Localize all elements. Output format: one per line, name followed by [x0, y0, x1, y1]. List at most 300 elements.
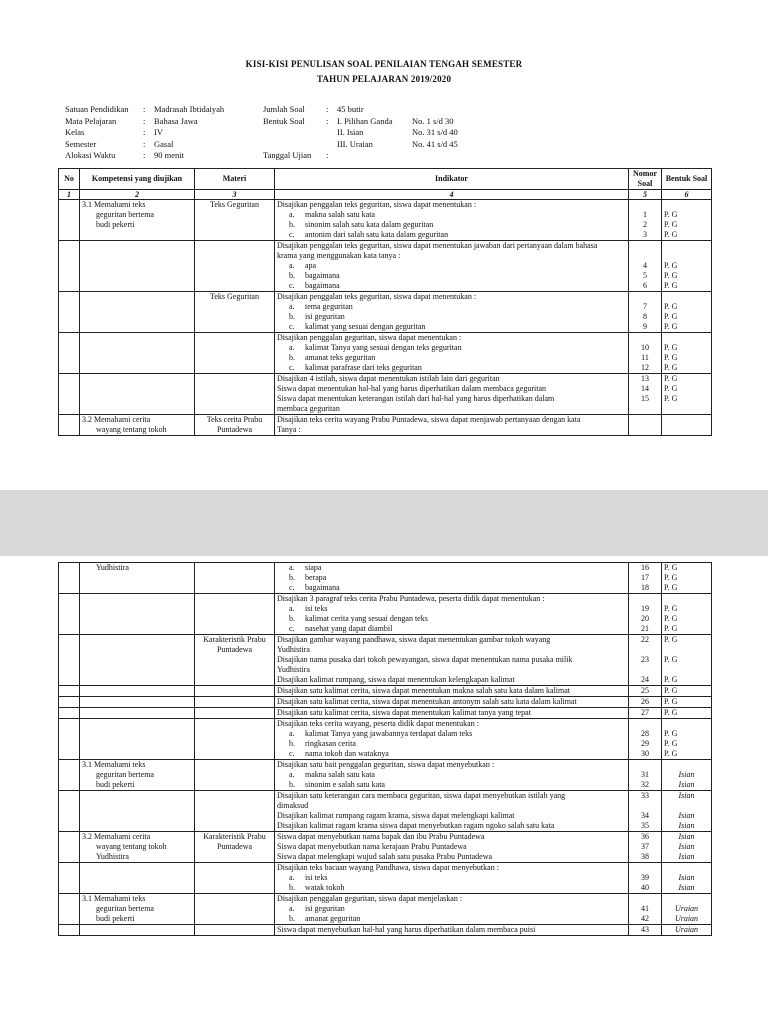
question-type: Isian	[678, 811, 695, 820]
info-colon: :	[143, 115, 146, 126]
question-number	[631, 333, 659, 343]
indikator-option	[277, 302, 626, 312]
table-row	[59, 292, 712, 333]
indikator-line: Disajikan penggalan teks geguritan, siswa dapat menentukan :	[277, 200, 477, 209]
cell-no	[59, 333, 80, 374]
cell-no	[59, 635, 80, 686]
question-number: 16	[641, 563, 649, 572]
question-type: Isian	[678, 883, 695, 892]
question-type: Uraian	[674, 904, 699, 913]
indikator-option	[277, 343, 626, 353]
table-row	[59, 925, 712, 936]
indikator-option	[277, 573, 626, 583]
cell-materi	[195, 697, 275, 708]
indikator-option	[277, 873, 626, 883]
kompetensi-line: budi pekerti	[96, 220, 135, 229]
indikator-option	[277, 563, 626, 573]
option-letter: a.	[289, 261, 295, 270]
option-text: kalimat cerita yang sesuai dengan teks	[305, 614, 428, 623]
question-number: 9	[643, 322, 647, 331]
info-label: Kelas	[65, 127, 85, 137]
cell-bentuk-soal	[662, 241, 712, 292]
info-label-2: Bentuk Soal	[263, 115, 305, 126]
cell-no	[59, 292, 80, 333]
question-number: 5	[643, 271, 647, 280]
cell-materi	[195, 333, 275, 374]
info-value: Bahasa Jawa	[154, 115, 198, 126]
cell-bentuk-soal	[662, 719, 712, 760]
info-label-2: Tanggal Ujian	[263, 150, 312, 160]
cell-bentuk-soal	[662, 832, 712, 863]
indikator-option	[277, 770, 626, 780]
question-type: P. G	[664, 353, 678, 362]
cell-kompetensi	[80, 563, 195, 594]
materi-line: Teks Geguritan	[210, 292, 259, 301]
question-number: 17	[641, 573, 649, 582]
question-type: P. G	[664, 302, 678, 311]
indikator-option	[277, 883, 626, 893]
info-value: Gasal	[154, 138, 174, 149]
indikator-option	[277, 904, 626, 914]
indikator-option	[277, 210, 626, 220]
question-type	[664, 760, 709, 770]
question-number: 39	[641, 873, 649, 882]
indikator-line: Disajikan teks cerita wayang Prabu Puntadewa, siswa dapat menjawab pertanyaan dengan kata	[277, 415, 581, 424]
cell-bentuk-soal	[662, 760, 712, 791]
option-text: siapa	[305, 563, 322, 572]
cell-nomor-soal	[629, 292, 662, 333]
kompetensi-line: 3.1 Memahami teks	[82, 200, 146, 209]
question-number: 26	[641, 697, 649, 706]
cell-nomor-soal	[629, 863, 662, 894]
option-letter: a.	[289, 210, 295, 219]
question-type: Isian	[678, 780, 695, 789]
question-type: P. G	[664, 384, 678, 393]
cell-materi	[195, 760, 275, 791]
table-row	[59, 594, 712, 635]
question-number: 23	[641, 655, 649, 664]
question-type: P. G	[664, 573, 678, 582]
table-row	[59, 374, 712, 415]
indikator-option	[277, 749, 626, 759]
question-number: 31	[641, 770, 649, 779]
question-number: 7	[643, 302, 647, 311]
cell-bentuk-soal	[662, 635, 712, 686]
cell-kompetensi	[80, 292, 195, 333]
option-letter: b.	[289, 573, 295, 582]
question-type	[664, 863, 709, 873]
question-number	[631, 594, 659, 604]
info-colon: :	[143, 127, 146, 137]
question-type: P. G	[664, 322, 678, 331]
cell-indikator	[275, 832, 629, 863]
cell-kompetensi	[80, 925, 195, 936]
question-number: 38	[641, 852, 649, 861]
question-type: P. G	[664, 604, 678, 613]
option-letter: c.	[289, 624, 295, 633]
info-value-2: II. Isian	[337, 127, 364, 137]
cell-kompetensi	[80, 200, 195, 241]
materi-line: Karakteristik Prabu	[203, 832, 266, 841]
materi-line: Karakteristik Prabu	[203, 635, 266, 644]
question-number: 12	[641, 363, 649, 372]
info-value: 90 menit	[154, 150, 184, 160]
cell-nomor-soal	[629, 241, 662, 292]
question-type	[664, 645, 709, 655]
indikator-option	[277, 604, 626, 614]
question-type: P. G	[664, 708, 678, 717]
indikator-option	[277, 230, 626, 240]
indikator-line: Disajikan gambar wayang pandhawa, siswa dapat menentukan gambar tokoh wayang	[277, 635, 551, 644]
cell-kompetensi	[80, 697, 195, 708]
question-number	[631, 425, 659, 435]
cell-materi	[195, 200, 275, 241]
cell-nomor-soal	[629, 760, 662, 791]
cell-indikator	[275, 863, 629, 894]
info-colon: :	[326, 150, 329, 160]
question-number: 42	[641, 914, 649, 923]
indikator-option	[277, 914, 626, 924]
info-colon: :	[143, 138, 146, 149]
cell-indikator	[275, 760, 629, 791]
kompetensi-line: 3.1 Memahami teks	[82, 894, 146, 903]
option-text: nasehat yang dapat diambil	[305, 624, 393, 633]
question-type: P. G	[664, 739, 678, 748]
cell-no	[59, 832, 80, 863]
cell-kompetensi	[80, 894, 195, 925]
option-text: makna salah satu kata	[305, 770, 375, 779]
table-row	[59, 635, 712, 686]
indikator-line: Siswa dapat menyebutkan nama bapak dan ibu Prabu Puntadewa	[277, 832, 485, 841]
document-page-2	[0, 556, 768, 1024]
info-label: Satuan Pendidikan	[65, 104, 129, 114]
question-type	[664, 594, 709, 604]
kompetensi-line: geguritan bertema	[96, 770, 154, 779]
table-row	[59, 832, 712, 863]
option-text: isi teks	[305, 873, 328, 882]
question-number: 22	[641, 635, 649, 644]
question-number	[631, 760, 659, 770]
materi-line: Teks Geguritan	[210, 200, 259, 209]
kompetensi-line: Yudhistira	[96, 563, 129, 572]
cell-kompetensi	[80, 832, 195, 863]
option-letter: b.	[289, 220, 295, 229]
cell-indikator	[275, 374, 629, 415]
cell-kompetensi	[80, 686, 195, 697]
option-text: kalimat yang sesuai dengan geguritan	[305, 322, 426, 331]
cell-materi	[195, 635, 275, 686]
cell-kompetensi	[80, 635, 195, 686]
question-type: Uraian	[674, 914, 699, 923]
table-row	[59, 333, 712, 374]
cell-bentuk-soal	[662, 333, 712, 374]
question-number: 1	[643, 210, 647, 219]
cell-bentuk-soal	[662, 708, 712, 719]
indikator-line: Disajikan penggalan teks geguritan, siswa dapat menentukan jawaban dari pertanyaan dalam bahasa	[277, 241, 598, 250]
cell-no	[59, 697, 80, 708]
cell-nomor-soal	[629, 594, 662, 635]
question-type: Isian	[678, 832, 695, 841]
indikator-line: Disajikan teks bacaan wayang Pandhawa, siswa dapat menyebutkan :	[277, 863, 499, 872]
table-row	[59, 760, 712, 791]
cell-materi	[195, 563, 275, 594]
kompetensi-line: wayang tentang tokoh	[96, 842, 167, 851]
question-number: 32	[641, 780, 649, 789]
cell-no	[59, 563, 80, 594]
cell-kompetensi	[80, 241, 195, 292]
option-letter: a.	[289, 873, 295, 882]
info-value-3: No. 31 s/d 40	[412, 127, 458, 137]
cell-materi	[195, 863, 275, 894]
option-letter: a.	[289, 563, 295, 572]
question-type: P. G	[664, 686, 678, 695]
cell-indikator	[275, 791, 629, 832]
indikator-line: Disajikan 4 istilah, siswa dapat menentukan istilah lain dari geguritan	[277, 374, 500, 383]
kompetensi-line: budi pekerti	[96, 780, 135, 789]
cell-no	[59, 791, 80, 832]
indikator-option	[277, 729, 626, 739]
kompetensi-line: 3.2 Memahami cerita	[82, 832, 151, 841]
option-letter: c.	[289, 281, 295, 290]
cell-nomor-soal	[629, 200, 662, 241]
question-type: P. G	[664, 281, 678, 290]
cell-no	[59, 863, 80, 894]
indikator-line: Disajikan kalimat ragam krama siswa dapat menyebutkan ragam ngoko salah satu kata	[277, 821, 555, 830]
cell-indikator	[275, 697, 629, 708]
info-label: Mata Pelajaran	[65, 115, 117, 126]
indikator-line: Disajikan teks cerita wayang, peserta didik dapat menentukan :	[277, 719, 479, 728]
question-type: P. G	[664, 374, 678, 383]
option-text: isi teks	[305, 604, 328, 613]
option-text: bagaimana	[305, 281, 340, 290]
table-row	[59, 894, 712, 925]
cell-indikator	[275, 292, 629, 333]
option-text: tema geguritan	[305, 302, 353, 311]
cell-indikator	[275, 894, 629, 925]
column-number: 1	[59, 190, 80, 200]
info-colon: :	[143, 150, 146, 160]
cell-bentuk-soal	[662, 686, 712, 697]
indikator-line: Disajikan satu kalimat cerita, siswa dapat menentukan kalimat tanya yang tepat	[277, 708, 531, 717]
indikator-option	[277, 261, 626, 271]
cell-materi	[195, 708, 275, 719]
indikator-option	[277, 322, 626, 332]
question-type: P. G	[664, 624, 678, 633]
option-letter: b.	[289, 312, 295, 321]
column-number: 5	[629, 190, 662, 200]
question-type: Isian	[678, 770, 695, 779]
question-number	[631, 665, 659, 675]
indikator-line: Disajikan kalimat rumpang, siswa dapat menentukan kelengkapan kalimat	[277, 675, 515, 684]
indikator-option	[277, 363, 626, 373]
table-row	[59, 415, 712, 436]
option-letter: a.	[289, 770, 295, 779]
info-label: Semester	[65, 138, 97, 149]
info-label: Alokasi Waktu	[65, 150, 116, 160]
blueprint-table-page-2	[58, 562, 712, 936]
indikator-line: Siswa dapat menyebutkan hal-hal yang harus diperhatikan dalam membaca puisi	[277, 925, 536, 934]
question-type	[664, 894, 709, 904]
cell-no	[59, 719, 80, 760]
question-number: 43	[641, 925, 649, 934]
cell-nomor-soal	[629, 333, 662, 374]
option-text: kalimat Tanya yang sesuai dengan teks geguritan	[305, 343, 462, 352]
question-type	[664, 241, 709, 251]
indikator-line: Siswa dapat menyebutkan nama kerajaan Prabu Puntadewa	[277, 842, 467, 851]
option-letter: a.	[289, 904, 295, 913]
info-colon: :	[143, 104, 146, 114]
option-letter: b.	[289, 780, 295, 789]
cell-materi	[195, 832, 275, 863]
cell-materi	[195, 241, 275, 292]
cell-indikator	[275, 594, 629, 635]
question-type: P. G	[664, 394, 678, 403]
header-bentuk-soal: Bentuk Soal	[662, 169, 712, 190]
question-type	[664, 251, 709, 261]
cell-indikator	[275, 719, 629, 760]
cell-bentuk-soal	[662, 594, 712, 635]
cell-materi	[195, 374, 275, 415]
cell-no	[59, 894, 80, 925]
info-value-3: No. 41 s/d 45	[412, 138, 458, 149]
indikator-line: Siswa dapat menentukan keterangan istilah dari hal-hal yang harus diperhatikan dalam	[277, 394, 555, 403]
question-type: P. G	[664, 675, 678, 684]
question-number	[631, 251, 659, 261]
column-number: 3	[195, 190, 275, 200]
document-subtitle: TAHUN PELAJARAN 2019/2020	[316, 74, 452, 84]
table-row	[59, 863, 712, 894]
question-number: 40	[641, 883, 649, 892]
cell-no	[59, 594, 80, 635]
indikator-line: Disajikan satu kalimat cerita, siswa dapat menentukan antonym salah satu kata dalam kalimat	[277, 697, 577, 706]
header-nomor-soal: Nomor Soal	[629, 169, 662, 190]
info-colon: :	[326, 104, 329, 114]
cell-bentuk-soal	[662, 925, 712, 936]
info-value: IV	[154, 127, 163, 137]
question-type	[664, 801, 709, 811]
question-type	[664, 292, 709, 302]
cell-indikator	[275, 200, 629, 241]
question-number: 33	[641, 791, 649, 800]
cell-indikator	[275, 708, 629, 719]
cell-nomor-soal	[629, 719, 662, 760]
question-type: P. G	[664, 614, 678, 623]
cell-kompetensi	[80, 760, 195, 791]
materi-line: Puntadewa	[216, 425, 253, 434]
cell-indikator	[275, 925, 629, 936]
cell-no	[59, 686, 80, 697]
cell-nomor-soal	[629, 374, 662, 415]
cell-bentuk-soal	[662, 200, 712, 241]
cell-nomor-soal	[629, 791, 662, 832]
question-type: P. G	[664, 220, 678, 229]
table-row	[59, 563, 712, 594]
indikator-line: Tanya :	[277, 425, 301, 434]
option-text: bagaimana	[305, 271, 340, 280]
table-row	[59, 791, 712, 832]
kompetensi-line: geguritan bertema	[96, 210, 154, 219]
indikator-line: Disajikan nama pusaka dari tokoh pewayangan, siswa dapat menentukan nama pusaka milik	[277, 655, 573, 664]
question-number: 34	[641, 811, 649, 820]
question-number: 2	[643, 220, 647, 229]
cell-no	[59, 925, 80, 936]
option-letter: c.	[289, 230, 295, 239]
question-number: 15	[641, 394, 649, 403]
cell-materi	[195, 686, 275, 697]
question-number: 14	[641, 384, 649, 393]
indikator-option	[277, 780, 626, 790]
question-type	[664, 719, 709, 729]
option-letter: a.	[289, 302, 295, 311]
question-type	[664, 200, 709, 210]
question-number: 18	[641, 583, 649, 592]
cell-bentuk-soal	[662, 863, 712, 894]
question-type	[664, 333, 709, 343]
option-letter: c.	[289, 583, 295, 592]
indikator-line: Disajikan penggalan teks geguritan, siswa dapat menentukan :	[277, 292, 477, 301]
option-letter: a.	[289, 729, 295, 738]
option-letter: b.	[289, 739, 295, 748]
info-colon: :	[326, 115, 329, 126]
cell-indikator	[275, 415, 629, 436]
option-text: bagaimana	[305, 583, 340, 592]
cell-materi	[195, 791, 275, 832]
question-type: P. G	[664, 749, 678, 758]
cell-nomor-soal	[629, 563, 662, 594]
indikator-option	[277, 583, 626, 593]
option-letter: a.	[289, 604, 295, 613]
kompetensi-line: 3.1 Memahami teks	[82, 760, 146, 769]
question-number: 41	[641, 904, 649, 913]
info-value: Madrasah Ibtidaiyah	[154, 104, 225, 114]
option-text: nama tokoh dan wataknya	[305, 749, 389, 758]
question-number	[631, 801, 659, 811]
question-type: P. G	[664, 312, 678, 321]
question-number: 10	[641, 343, 649, 352]
cell-kompetensi	[80, 791, 195, 832]
kompetensi-line: geguritan bertema	[96, 904, 154, 913]
cell-nomor-soal	[629, 894, 662, 925]
cell-nomor-soal	[629, 832, 662, 863]
option-text: watak tokoh	[305, 883, 345, 892]
question-number	[631, 863, 659, 873]
cell-kompetensi	[80, 719, 195, 760]
option-letter: a.	[289, 343, 295, 352]
table-row	[59, 708, 712, 719]
cell-materi	[195, 594, 275, 635]
indikator-line: Yudhistira	[277, 645, 310, 654]
question-type: Isian	[678, 821, 695, 830]
blueprint-table-page-1	[58, 168, 712, 436]
indikator-line: Yudhistira	[277, 665, 310, 674]
question-type: Isian	[678, 791, 695, 800]
cell-kompetensi	[80, 863, 195, 894]
cell-indikator	[275, 563, 629, 594]
cell-indikator	[275, 686, 629, 697]
kompetensi-line: wayang tentang tokoh	[96, 425, 167, 434]
cell-materi	[195, 719, 275, 760]
option-text: makna salah satu kata	[305, 210, 375, 219]
cell-nomor-soal	[629, 708, 662, 719]
header-indikator: Indikator	[275, 169, 629, 190]
option-letter: b.	[289, 914, 295, 923]
cell-bentuk-soal	[662, 563, 712, 594]
question-type: P. G	[664, 271, 678, 280]
indikator-line: dimaksud	[277, 801, 309, 810]
question-type: P. G	[664, 363, 678, 372]
cell-kompetensi	[80, 333, 195, 374]
info-value-2: I. Pilihan Ganda	[337, 115, 393, 126]
